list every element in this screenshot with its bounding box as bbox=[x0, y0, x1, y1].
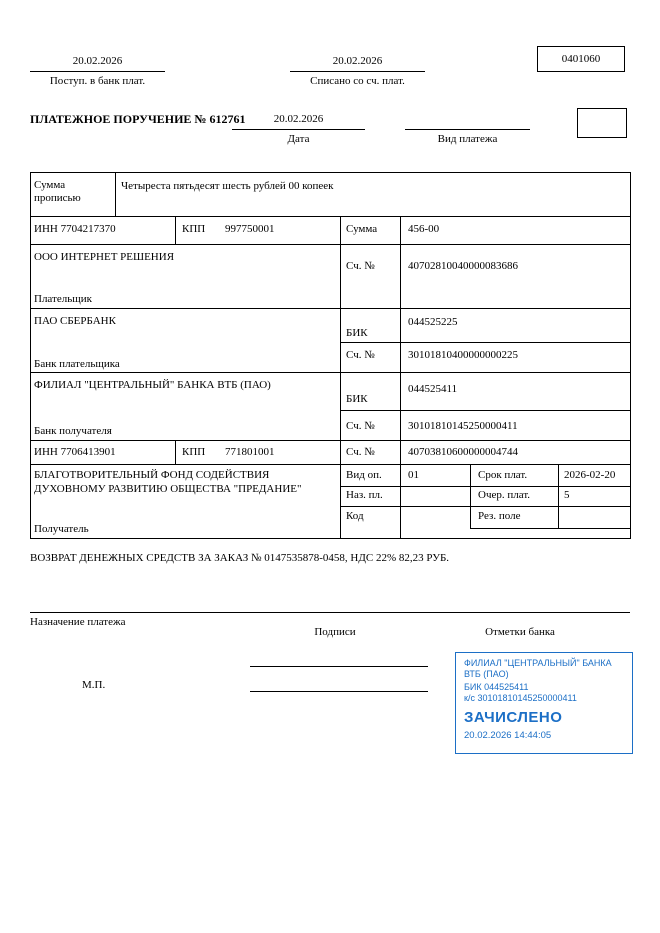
beneficiary-inn: ИНН 7706413901 bbox=[34, 446, 116, 458]
table-border bbox=[30, 538, 630, 539]
bank-stamp bbox=[455, 652, 633, 754]
beneficiary-account: 40703810600000004744 bbox=[408, 446, 518, 458]
beneficiary-bank-account: 30101810145250000411 bbox=[408, 420, 518, 432]
payer-inn: ИНН 7704217370 bbox=[34, 223, 116, 235]
payer-bank-account-label: Сч. № bbox=[346, 349, 375, 361]
op-kind-value: 01 bbox=[408, 469, 419, 481]
table-border bbox=[340, 486, 630, 487]
form-code: 0401060 bbox=[561, 53, 601, 65]
purpose-code-label: Наз. пл. bbox=[346, 489, 383, 501]
op-kind-label: Вид оп. bbox=[346, 469, 382, 481]
signatures-label: Подписи bbox=[314, 626, 356, 638]
table-border bbox=[30, 172, 31, 538]
payment-kind-line bbox=[405, 111, 530, 130]
stamp-corr-account: к/с 30101810145250000411 bbox=[464, 693, 577, 703]
stamp-status-text: ЗАЧИСЛЕНО bbox=[464, 709, 563, 726]
stamp-bank-name-line1: ФИЛИАЛ "ЦЕНТРАЛЬНЫЙ" БАНКА bbox=[464, 658, 612, 668]
amount-words: Четыреста пятьдесят шесть рублей 00 копеек bbox=[121, 180, 334, 192]
table-border bbox=[340, 342, 630, 343]
beneficiary-name: БЛАГОТВОРИТЕЛЬНЫЙ ФОНД СОДЕЙСТВИЯ ДУХОВНОМУ РАЗВИТИЮ ОБЩЕСТВА "ПРЕДАНИЕ" bbox=[34, 469, 302, 495]
beneficiary-bank-bik: 044525411 bbox=[408, 383, 458, 395]
table-border bbox=[30, 440, 630, 441]
payment-kind-label: Вид платежа bbox=[437, 133, 498, 145]
beneficiary-bank-name: ФИЛИАЛ "ЦЕНТРАЛЬНЫЙ" БАНКА ВТБ (ПАО) bbox=[34, 379, 271, 391]
priority-label: Очер. плат. bbox=[478, 489, 531, 501]
amount-value: 456-00 bbox=[408, 223, 440, 235]
document-date: 20.02.2026 bbox=[232, 111, 365, 130]
table-border bbox=[340, 506, 630, 507]
table-border bbox=[470, 528, 630, 529]
purpose-text: ВОЗВРАТ ДЕНЕЖНЫХ СРЕДСТВ ЗА ЗАКАЗ № 0147535878-0458, НДС 22% 82,23 РУБ. bbox=[30, 552, 450, 564]
payer-bank-account: 30101810400000000225 bbox=[408, 349, 518, 361]
document-number: 612761 bbox=[209, 112, 246, 126]
pay-term-label: Срок плат. bbox=[478, 469, 528, 481]
table-border bbox=[30, 308, 630, 309]
document-title bbox=[30, 113, 245, 126]
signature-line-1 bbox=[250, 650, 428, 667]
table-border bbox=[558, 464, 559, 528]
beneficiary-kpp-label: КПП bbox=[182, 446, 206, 458]
beneficiary-kpp: 771801001 bbox=[225, 446, 275, 458]
stamp-bank-name-line2: ВТБ (ПАО) bbox=[464, 669, 509, 679]
document-date-label: Дата bbox=[287, 133, 310, 145]
table-border bbox=[30, 244, 630, 245]
payer-bank-bik: 044525225 bbox=[408, 316, 458, 328]
received-in-bank-date: 20.02.2026 bbox=[30, 53, 165, 72]
payer-bank-name: ПАО СБЕРБАНК bbox=[34, 315, 116, 327]
signature-line-2 bbox=[250, 675, 428, 692]
stamp-bik: БИК 044525411 bbox=[464, 682, 529, 692]
table-border bbox=[30, 216, 630, 217]
table-border bbox=[400, 216, 401, 538]
purpose-underline bbox=[30, 612, 630, 613]
table-border bbox=[470, 464, 471, 528]
beneficiary-bank-account-label: Сч. № bbox=[346, 420, 375, 432]
beneficiary-role-label: Получатель bbox=[34, 523, 89, 535]
beneficiary-bank-role-label: Банк получателя bbox=[34, 425, 112, 437]
table-border bbox=[630, 172, 631, 539]
bank-marks-label: Отметки банка bbox=[485, 626, 555, 638]
table-border bbox=[30, 372, 630, 373]
document-title-text: ПЛАТЕЖНОЕ ПОРУЧЕНИЕ № bbox=[30, 112, 207, 126]
payer-name: ООО ИНТЕРНЕТ РЕШЕНИЯ bbox=[34, 251, 175, 263]
payer-account: 40702810040000083686 bbox=[408, 260, 518, 272]
table-border bbox=[340, 410, 630, 411]
payment-kind-box bbox=[577, 108, 627, 138]
form-code-box bbox=[537, 46, 625, 72]
beneficiary-account-label: Сч. № bbox=[346, 446, 375, 458]
table-border bbox=[175, 216, 176, 244]
received-in-bank-label: Поступ. в банк плат. bbox=[49, 75, 146, 87]
stamp-datetime: 20.02.2026 14:44:05 bbox=[464, 730, 552, 741]
payer-bank-bik-label: БИК bbox=[346, 327, 368, 339]
amount-label: Сумма bbox=[346, 223, 378, 235]
table-border bbox=[340, 216, 341, 538]
code-label: Код bbox=[346, 510, 364, 522]
payer-role-label: Плательщик bbox=[34, 293, 92, 305]
amount-words-label: Сумма прописью bbox=[34, 179, 81, 204]
stamp-place-label: М.П. bbox=[82, 679, 106, 691]
debited-from-account-label: Списано со сч. плат. bbox=[310, 75, 405, 87]
debited-from-account-date: 20.02.2026 bbox=[290, 53, 425, 72]
payer-kpp-label: КПП bbox=[182, 223, 206, 235]
reserve-field-label: Рез. поле bbox=[478, 510, 521, 522]
table-border bbox=[30, 464, 630, 465]
payer-bank-role-label: Банк плательщика bbox=[34, 358, 120, 370]
payer-account-label: Сч. № bbox=[346, 260, 375, 272]
table-border bbox=[30, 172, 630, 173]
priority-value: 5 bbox=[564, 489, 570, 501]
beneficiary-bank-bik-label: БИК bbox=[346, 393, 368, 405]
table-border bbox=[115, 172, 116, 216]
payer-kpp: 997750001 bbox=[225, 223, 275, 235]
purpose-label: Назначение платежа bbox=[30, 616, 126, 628]
pay-term-value: 2026-02-20 bbox=[564, 469, 616, 481]
table-border bbox=[175, 440, 176, 464]
